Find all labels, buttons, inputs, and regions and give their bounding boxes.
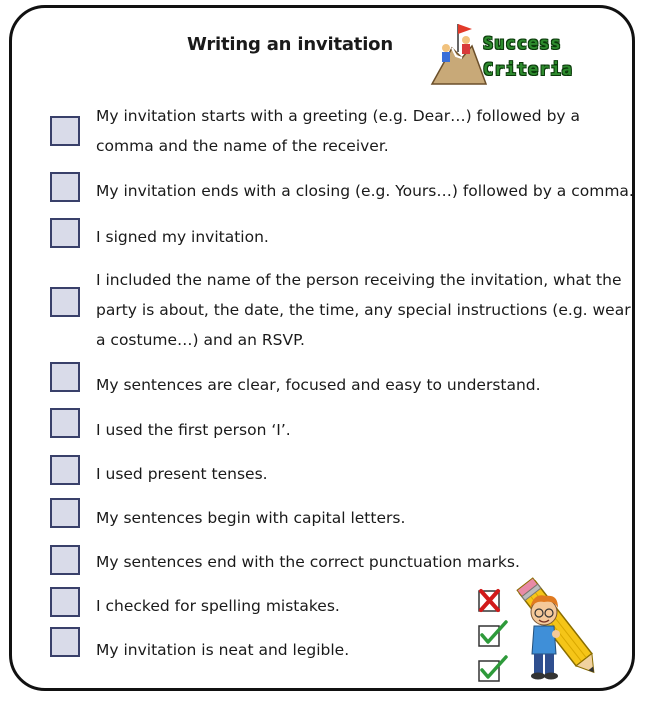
- criteria-text: I included the name of the person receiving the invitation, what the party is about, the date, the time, any special instructions (e.g. wear a costume…) and an RSVP.: [96, 271, 631, 349]
- checkbox[interactable]: [50, 408, 80, 438]
- checkbox[interactable]: [50, 362, 80, 392]
- tick-mark-icon: [476, 654, 510, 684]
- criteria-text: My invitation starts with a greeting (e.g. Dear…) followed by a comma and the name of the receiver.: [96, 107, 581, 155]
- criteria-text: My sentences end with the correct punctuation marks.: [96, 553, 520, 571]
- mountain-flag-icon: [428, 18, 488, 90]
- cross-mark-icon: [476, 586, 506, 616]
- checkbox[interactable]: [50, 587, 80, 617]
- checkbox[interactable]: [50, 627, 80, 657]
- success-criteria-logo: [428, 18, 598, 90]
- pencil-character-icon: [510, 572, 610, 686]
- criteria-text: I signed my invitation.: [96, 228, 269, 246]
- checkbox[interactable]: [50, 545, 80, 575]
- checkbox[interactable]: [50, 116, 80, 146]
- checkbox[interactable]: [50, 287, 80, 317]
- criteria-text: My invitation is neat and legible.: [96, 641, 350, 659]
- checkbox[interactable]: [50, 218, 80, 248]
- criteria-text: My sentences begin with capital letters.: [96, 509, 406, 527]
- checkbox[interactable]: [50, 172, 80, 202]
- criteria-text: I used the first person ‘I’.: [96, 421, 291, 439]
- checkbox[interactable]: [50, 498, 80, 528]
- logo-word-success: Success: [483, 34, 562, 54]
- criteria-text: I used present tenses.: [96, 465, 268, 483]
- tick-mark-icon: [476, 619, 510, 649]
- criteria-text: My sentences are clear, focused and easy to understand.: [96, 376, 541, 394]
- criteria-text: I checked for spelling mistakes.: [96, 597, 340, 615]
- self-check-marks: [472, 584, 512, 684]
- page-title: Writing an invitation: [187, 34, 393, 55]
- checkbox[interactable]: [50, 455, 80, 485]
- criteria-text: My invitation ends with a closing (e.g. Yours…) followed by a comma.: [96, 182, 634, 200]
- logo-word-criteria: Criteria: [483, 60, 573, 80]
